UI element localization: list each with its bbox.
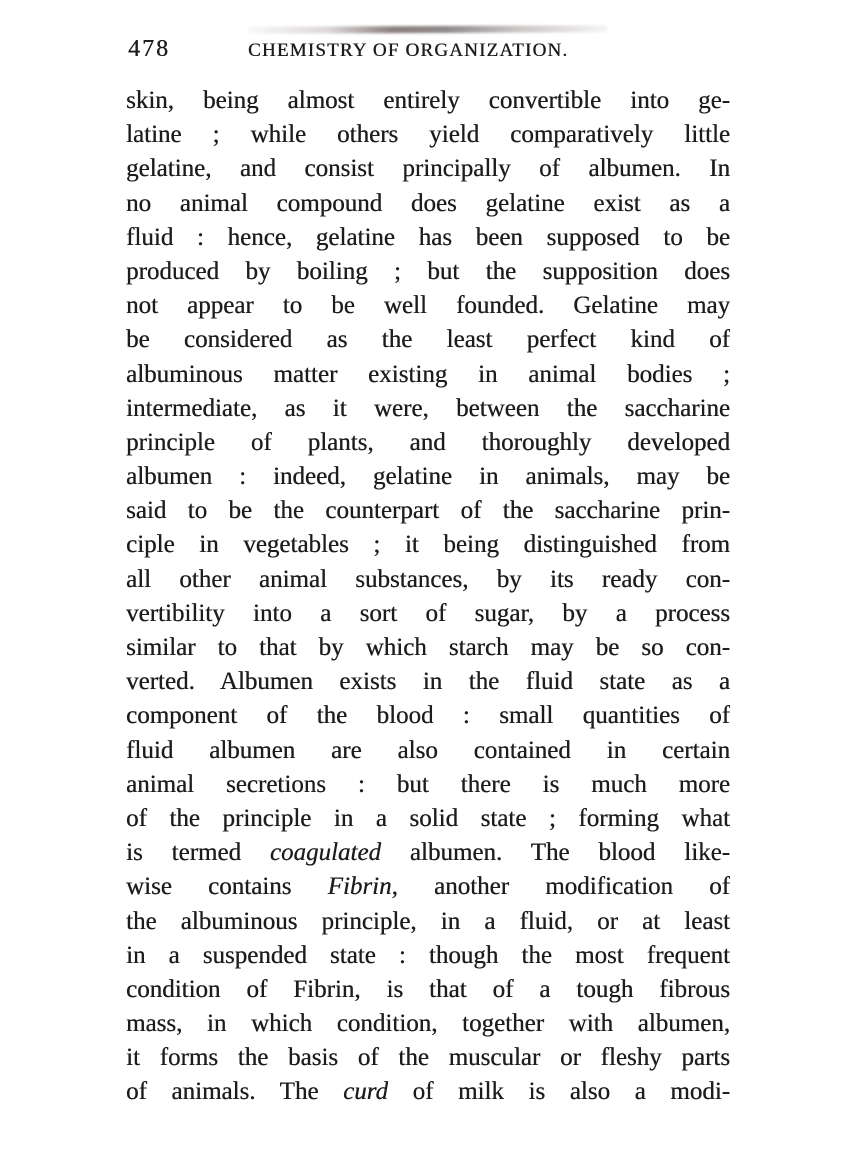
text-line <box>126 358 730 392</box>
text-segment: fluid albumen are also contained in certain <box>126 736 730 764</box>
text-line <box>126 118 730 152</box>
text-line <box>126 494 730 528</box>
text-segment: mass, in which condition, together with albumen, <box>126 1010 730 1038</box>
text-segment: fluid : hence, gelatine has been supposed to be <box>126 223 730 251</box>
text-segment: in a suspended state : though the most frequent <box>126 941 730 969</box>
text-line <box>126 665 730 699</box>
text-segment: not appear to be well founded. Gelatine may <box>126 292 730 320</box>
text-line <box>126 768 730 802</box>
text-segment: albuminous matter existing in animal bodies ; <box>126 360 730 388</box>
text-segment: condition of Fibrin, is that of a tough fibrous <box>126 975 730 1003</box>
text-line <box>126 563 730 597</box>
text-line <box>126 939 730 973</box>
text-segment: is termed <box>126 839 270 867</box>
text-segment: no animal compound does gelatine exist as a <box>126 189 730 217</box>
text-segment: albumen : indeed, gelatine in animals, may be <box>126 463 730 491</box>
text-line <box>126 221 730 255</box>
text-segment: it forms the basis of the muscular or fleshy parts <box>126 1044 730 1072</box>
page-number: 478 <box>128 36 170 62</box>
text-line <box>126 426 730 460</box>
text-segment: animal secretions : but there is much more <box>126 770 730 798</box>
text-segment: be considered as the least perfect kind of <box>126 326 730 354</box>
scan-smudge-artifact <box>248 25 608 34</box>
text-line <box>126 631 730 665</box>
text-segment: ciple in vegetables ; it being distinguished from <box>126 531 730 559</box>
italic-term: coagulated <box>269 839 381 867</box>
text-line <box>126 973 730 1007</box>
running-head-title: CHEMISTRY OF ORGANIZATION. <box>248 40 569 61</box>
text-segment: skin, being almost entirely convertible into ge- <box>126 87 730 114</box>
text-line <box>126 699 730 733</box>
text-segment: principle of plants, and thoroughly developed <box>126 428 730 456</box>
text-line <box>126 1007 730 1041</box>
text-line <box>126 528 730 562</box>
text-line <box>126 323 730 357</box>
text-line <box>126 289 730 323</box>
italic-term: Fibrin, <box>327 873 398 901</box>
text-line <box>126 84 730 118</box>
text-segment: produced by boiling ; but the supposition does <box>126 257 730 285</box>
text-segment: of the principle in a solid state ; forming what <box>126 804 730 832</box>
text-line <box>126 152 730 186</box>
text-line <box>126 905 730 939</box>
text-segment: of milk is also a modi- <box>387 1078 730 1106</box>
text-line <box>126 802 730 836</box>
text-segment: intermediate, as it were, between the saccharine <box>126 394 730 422</box>
text-segment: component of the blood : small quantities of <box>126 702 730 730</box>
text-segment: gelatine, and consist principally of albumen. In <box>126 155 730 183</box>
text-line <box>126 392 730 426</box>
text-segment: said to be the counterpart of the saccharine prin- <box>126 497 730 525</box>
text-line <box>126 836 730 870</box>
text-line <box>126 460 730 494</box>
text-segment: the albuminous principle, in a fluid, or at least <box>126 907 730 935</box>
text-segment: albumen. The blood like- <box>380 839 730 867</box>
text-line <box>126 597 730 631</box>
text-segment: verted. Albumen exists in the fluid state as a <box>126 668 730 696</box>
text-segment: vertibility into a sort of sugar, by a process <box>126 599 730 627</box>
text-segment: all other animal substances, by its ready con- <box>126 565 730 593</box>
text-line <box>126 255 730 289</box>
text-line <box>126 1075 730 1109</box>
text-line <box>126 187 730 221</box>
text-segment: latine ; while others yield comparatively little <box>126 121 730 149</box>
text-segment: another modification of <box>397 873 730 901</box>
text-segment: of animals. The <box>126 1078 344 1106</box>
text-block <box>126 84 730 1110</box>
text-segment: similar to that by which starch may be so con- <box>126 634 730 661</box>
text-line <box>126 1041 730 1075</box>
page-header <box>126 36 730 64</box>
italic-term: curd <box>343 1078 388 1106</box>
text-segment: wise contains <box>126 873 328 901</box>
text-line <box>126 734 730 768</box>
text-line <box>126 870 730 904</box>
